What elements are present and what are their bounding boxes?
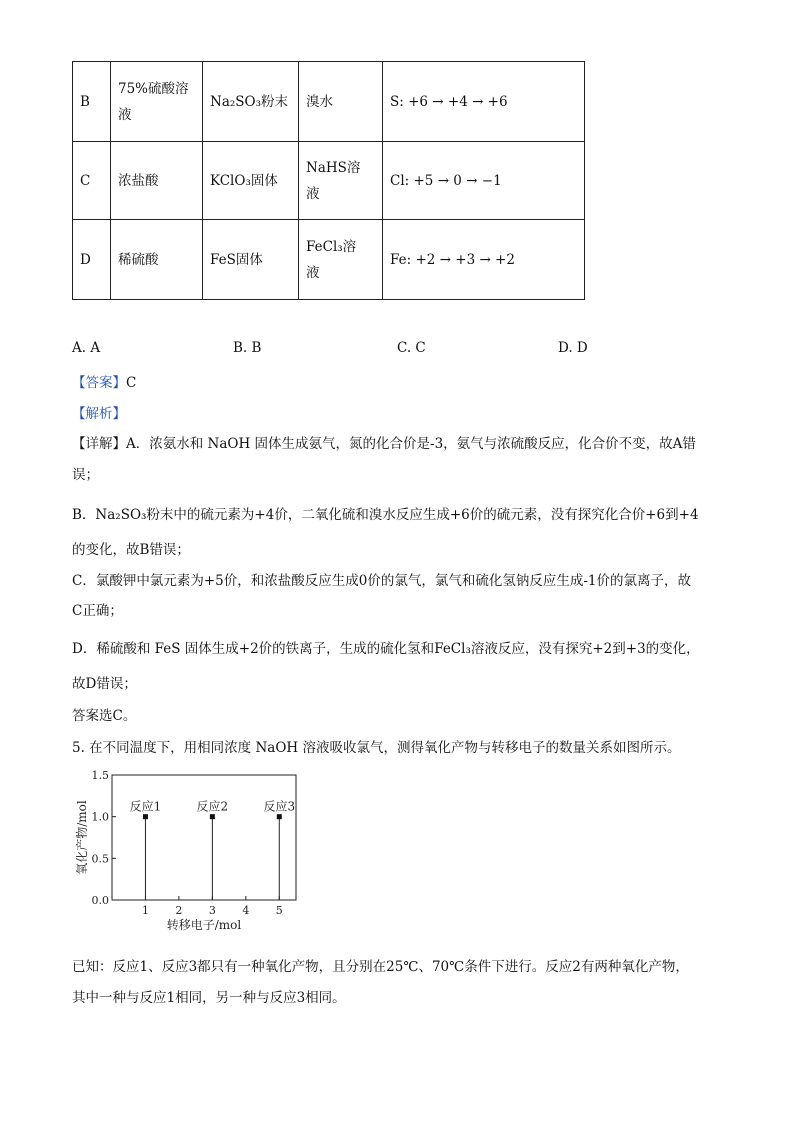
question5-stem: 5. 在不同温度下，用相同浓度 NaOH 溶液吸收氯气，测得氧化产物与转移电子的数量关系如图所示。 xyxy=(72,740,681,756)
solid-cell: Na₂SO₃粉末 xyxy=(203,62,299,142)
x-axis-label: 转移电子/mol xyxy=(166,918,242,932)
valence-cell: Fe: +2 → +3 → +2 xyxy=(383,220,585,300)
choice-a: A. A xyxy=(72,340,101,356)
answer-value: C xyxy=(126,375,137,391)
reagent-cell: 浓盐酸 xyxy=(111,142,203,220)
y-tick-label: 0.0 xyxy=(91,894,109,907)
x-tick-label: 5 xyxy=(275,904,283,917)
plot-frame xyxy=(112,775,296,900)
point-label: 反应3 xyxy=(263,799,296,814)
choice-d: D. D xyxy=(558,340,588,356)
row-key: C xyxy=(73,142,111,220)
x-tick-label: 1 xyxy=(141,904,149,917)
test-cell: NaHS溶液 xyxy=(299,142,383,220)
reagent-cell: 稀硫酸 xyxy=(111,220,203,300)
choice-b: B. B xyxy=(233,340,262,356)
y-tick-label: 1.5 xyxy=(91,769,109,782)
y-tick-label: 0.5 xyxy=(91,852,109,866)
detail-c-line2: C正确； xyxy=(72,603,123,619)
x-tick-label: 4 xyxy=(242,904,250,917)
point-label: 反应2 xyxy=(196,799,229,814)
question5-known-line2: 其中一种与反应1相同，另一种与反应3相同。 xyxy=(72,990,346,1006)
analysis-tag: 【解析】 xyxy=(72,406,126,422)
test-cell: FeCl₃溶液 xyxy=(299,220,383,300)
detail-b-line2: 的变化，故B错误； xyxy=(72,542,190,558)
detail-c-line1: C．氯酸钾中氯元素为+5价，和浓盐酸反应生成0价的氯气，氯气和硫化氢钠反应生成-1价的氯离子，故 xyxy=(72,573,691,589)
point-label: 反应1 xyxy=(129,799,162,814)
conclusion: 答案选C。 xyxy=(72,708,137,724)
detail-a-line1: 【详解】A．浓氨水和 NaOH 固体生成氨气，氮的化合价是-3，氨气与浓硫酸反应，化合价不变，故A错 xyxy=(72,436,696,452)
detail-a-line2: 误； xyxy=(72,467,99,483)
detail-d-line1: D．稀硫酸和 FeS 固体生成+2价的铁离子，生成的硫化氢和FeCl₃溶液反应，没有探究+2到+3的变化， xyxy=(72,641,700,657)
x-tick-label: 3 xyxy=(208,904,216,917)
test-cell: 溴水 xyxy=(299,62,383,142)
y-tick-label: 1.0 xyxy=(91,810,109,824)
answer-line xyxy=(72,371,136,391)
detail-d-line2: 故D错误； xyxy=(72,676,137,692)
row-key: D xyxy=(73,220,111,300)
choice-c: C. C xyxy=(397,340,426,356)
table-row xyxy=(73,142,585,220)
reagent-cell: 75%硫酸溶液 xyxy=(111,62,203,142)
data-point xyxy=(143,814,148,819)
solid-cell: KClO₃固体 xyxy=(203,142,299,220)
detail-b-line1: B．Na₂SO₃粉末中的硫元素为+4价，二氧化硫和溴水反应生成+6价的硫元素，没有探究化合价+6到+4 xyxy=(72,507,699,523)
valence-cell: S: +6 → +4 → +6 xyxy=(383,62,585,142)
x-tick-label: 2 xyxy=(175,904,183,917)
valence-cell: Cl: +5 → 0 → −1 xyxy=(383,142,585,220)
table-row xyxy=(73,220,585,300)
data-point xyxy=(210,814,215,819)
question5-known-line1: 已知：反应1、反应3都只有一种氧化产物，且分别在25℃、70℃条件下进行。反应2有两种氧化产物， xyxy=(72,959,689,975)
data-point xyxy=(277,814,282,819)
solid-cell: FeS固体 xyxy=(203,220,299,300)
answer-tag: 【答案】 xyxy=(72,375,126,391)
table-row xyxy=(73,62,585,142)
reaction-table xyxy=(72,61,585,300)
oxidation-electron-chart xyxy=(72,762,312,944)
y-axis-label: 氧化产物/mol xyxy=(75,800,89,875)
row-key: B xyxy=(73,62,111,142)
